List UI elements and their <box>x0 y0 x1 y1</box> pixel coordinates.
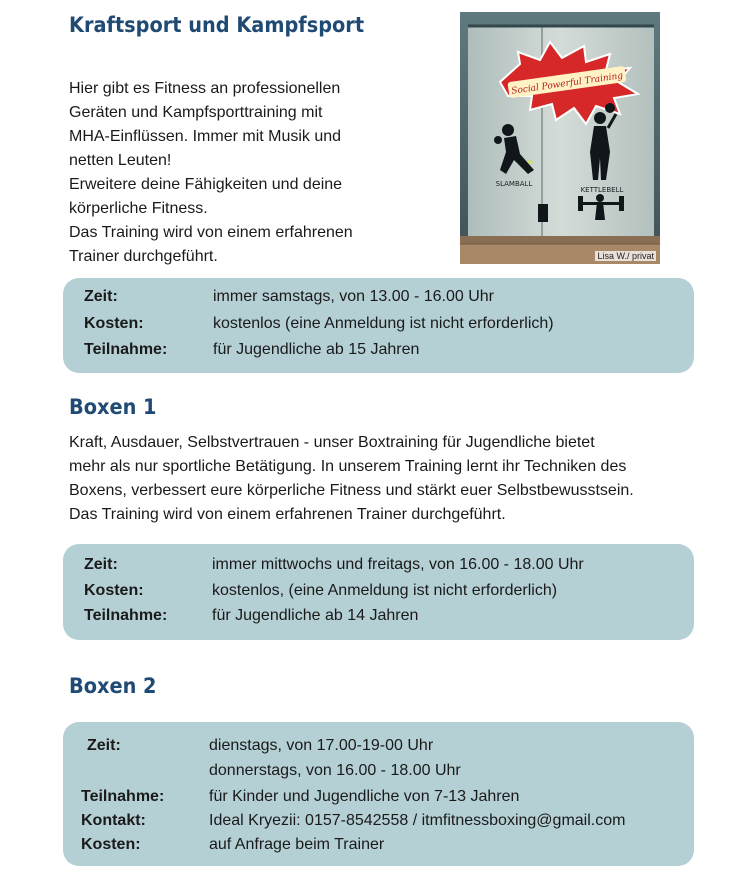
section-title-kraftsport: Kraftsport und Kampfsport <box>69 13 365 37</box>
section-description-boxen-1: Kraft, Ausdauer, Selbstvertrauen - unser Boxtraining für Jugendliche bietet mehr als nur sportliche Betätigung. In unserem Training lernt ihr Techniken des Boxens, verbessert eure körperliche Fitness und stärkt euer Selbstbewusstsein. Das Training wird von einem erfahrenen Trainer durchgeführt. <box>69 434 634 523</box>
info-box-boxen-1: Zeit: immer mittwochs und freitags, von 16.00 - 18.00 Uhr Kosten: kostenlos, (eine Anmeldung ist nicht erforderlich) Teilnahme: für Jugendliche ab 14 Jahren <box>63 544 694 640</box>
info-box-boxen-2: Zeit: dienstags, von 17.00-19-00 Uhr donnerstags, von 16.00 - 18.00 Uhr Teilnahme: für Kinder und Jugendliche von 7-13 Jahren Kontakt: Ideal Kryezii: 0157-8542558 / itmfitnessboxing@gmail.com Kosten: auf Anfrage beim Trainer <box>63 722 694 866</box>
svg-text:KETTLEBELL: KETTLEBELL <box>580 186 624 194</box>
info-box-kraftsport: Zeit: immer samstags, von 13.00 - 16.00 Uhr Kosten: kostenlos (eine Anmeldung ist nicht erforderlich) Teilnahme: für Jugendliche ab 15 Jahren <box>63 278 694 373</box>
svg-text:Social Powerful Training: Social Powerful Training <box>510 71 624 97</box>
photo-credit: Lisa W./ privat <box>597 251 654 261</box>
section-title-boxen-1: Boxen 1 <box>69 395 157 419</box>
section-description-kraftsport: Hier gibt es Fitness an professionellen Geräten und Kampfsporttraining mit MHA-Einflüssen. Immer mit Musik und netten Leuten! Erweitere deine Fähigkeiten und deine körperliche Fitness. Das Training wird von einem erfahrenen Trainer durchgeführt. <box>69 80 353 265</box>
gym-door-photo <box>460 12 660 264</box>
svg-text:SLAMBALL: SLAMBALL <box>495 180 533 188</box>
gym-door-illustration <box>460 12 660 264</box>
section-title-boxen-2: Boxen 2 <box>69 674 157 698</box>
